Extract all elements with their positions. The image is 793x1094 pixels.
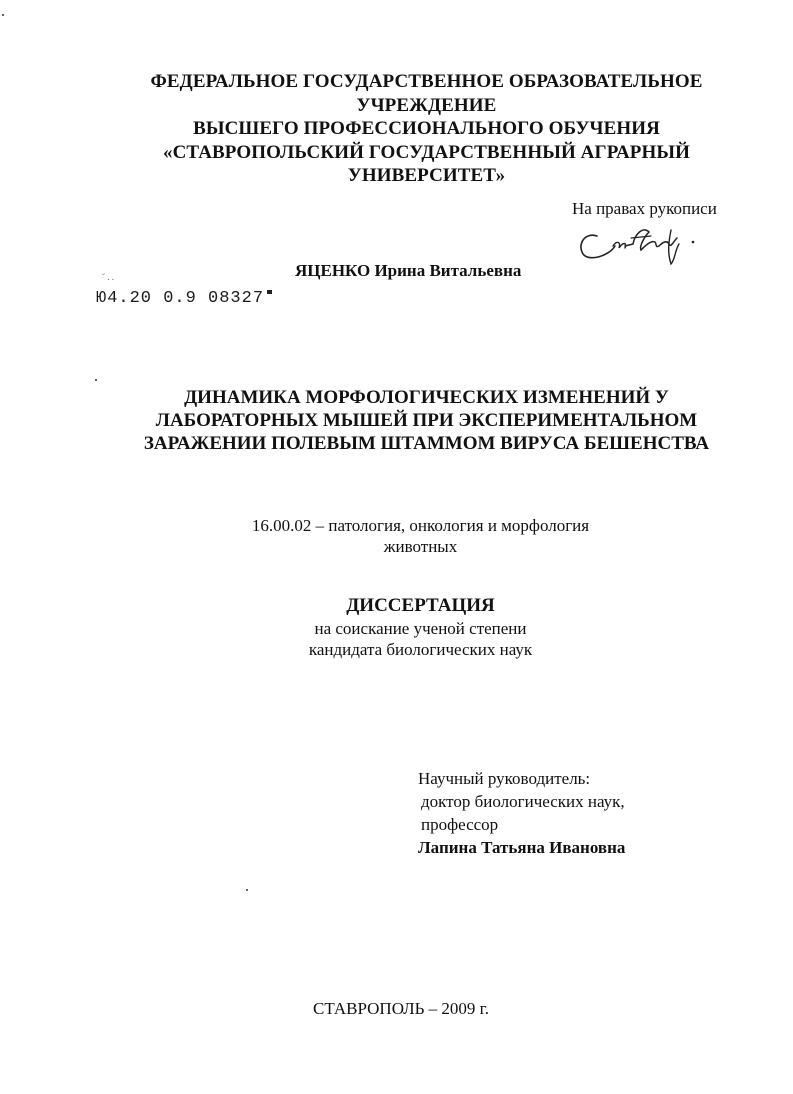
- author-name: [295, 261, 521, 281]
- scan-speck: [95, 379, 97, 381]
- institution-name: [30, 70, 793, 188]
- author-given-names: Ирина Витальевна: [374, 261, 522, 280]
- thesis-title: [30, 386, 793, 455]
- specialty-line: животных: [383, 537, 458, 556]
- supervisor-label: Научный руководитель:: [418, 769, 591, 788]
- dissertation-heading: ДИССЕРТАЦИЯ: [346, 595, 495, 616]
- institution-line: ВЫСШЕГО ПРОФЕССИОНАЛЬНОГО ОБУЧЕНИЯ: [193, 118, 660, 139]
- author-surname: ЯЦЕНКО: [295, 261, 371, 280]
- supervisor-rank: профессор: [421, 815, 499, 834]
- specialty-line: 16.00.02 – патология, онкология и морфология: [251, 516, 590, 535]
- supervisor-name: Лапина Татьяна Ивановна: [418, 838, 626, 857]
- handwritten-signature: [575, 216, 705, 268]
- archive-number-text: Ю4.20 0.9 08327: [96, 289, 265, 308]
- institution-line: ФЕДЕРАЛЬНОЕ ГОСУДАРСТВЕННОЕ ОБРАЗОВАТЕЛЬНОЕ: [150, 71, 703, 92]
- supervisor-block: [418, 767, 625, 859]
- archive-tick-mark: ˘ . .: [102, 272, 114, 282]
- dissertation-line: на соискание ученой степени: [314, 619, 527, 638]
- dissertation-line: кандидата биологических наук: [308, 640, 533, 659]
- scan-speck: [246, 889, 248, 891]
- specialty: [24, 515, 793, 557]
- manuscript-rights: На правах рукописи: [572, 199, 717, 218]
- thesis-title-line: ЛАБОРАТОРНЫХ МЫШЕЙ ПРИ ЭКСПЕРИМЕНТАЛЬНОМ: [155, 410, 698, 431]
- archive-number: [96, 289, 272, 308]
- thesis-title-line: ДИНАМИКА МОРФОЛОГИЧЕСКИХ ИЗМЕНЕНИЙ У: [184, 387, 669, 408]
- institution-line: УНИВЕРСИТЕТ»: [347, 165, 506, 186]
- institution-line: УЧРЕЖДЕНИЕ: [356, 94, 497, 116]
- supervisor-degree: доктор биологических наук,: [421, 792, 625, 811]
- institution-line: «СТАВРОПОЛЬСКИЙ ГОСУДАРСТВЕННЫЙ АГРАРНЫЙ: [162, 141, 691, 163]
- city-year: СТАВРОПОЛЬ – 2009 г.: [313, 999, 489, 1018]
- scan-speck: [2, 14, 4, 16]
- archive-dot: [267, 290, 272, 294]
- thesis-title-line: ЗАРАЖЕНИИ ПОЛЕВЫМ ШТАММОМ ВИРУСА БЕШЕНСТВА: [143, 433, 710, 454]
- dissertation-block: [24, 594, 793, 660]
